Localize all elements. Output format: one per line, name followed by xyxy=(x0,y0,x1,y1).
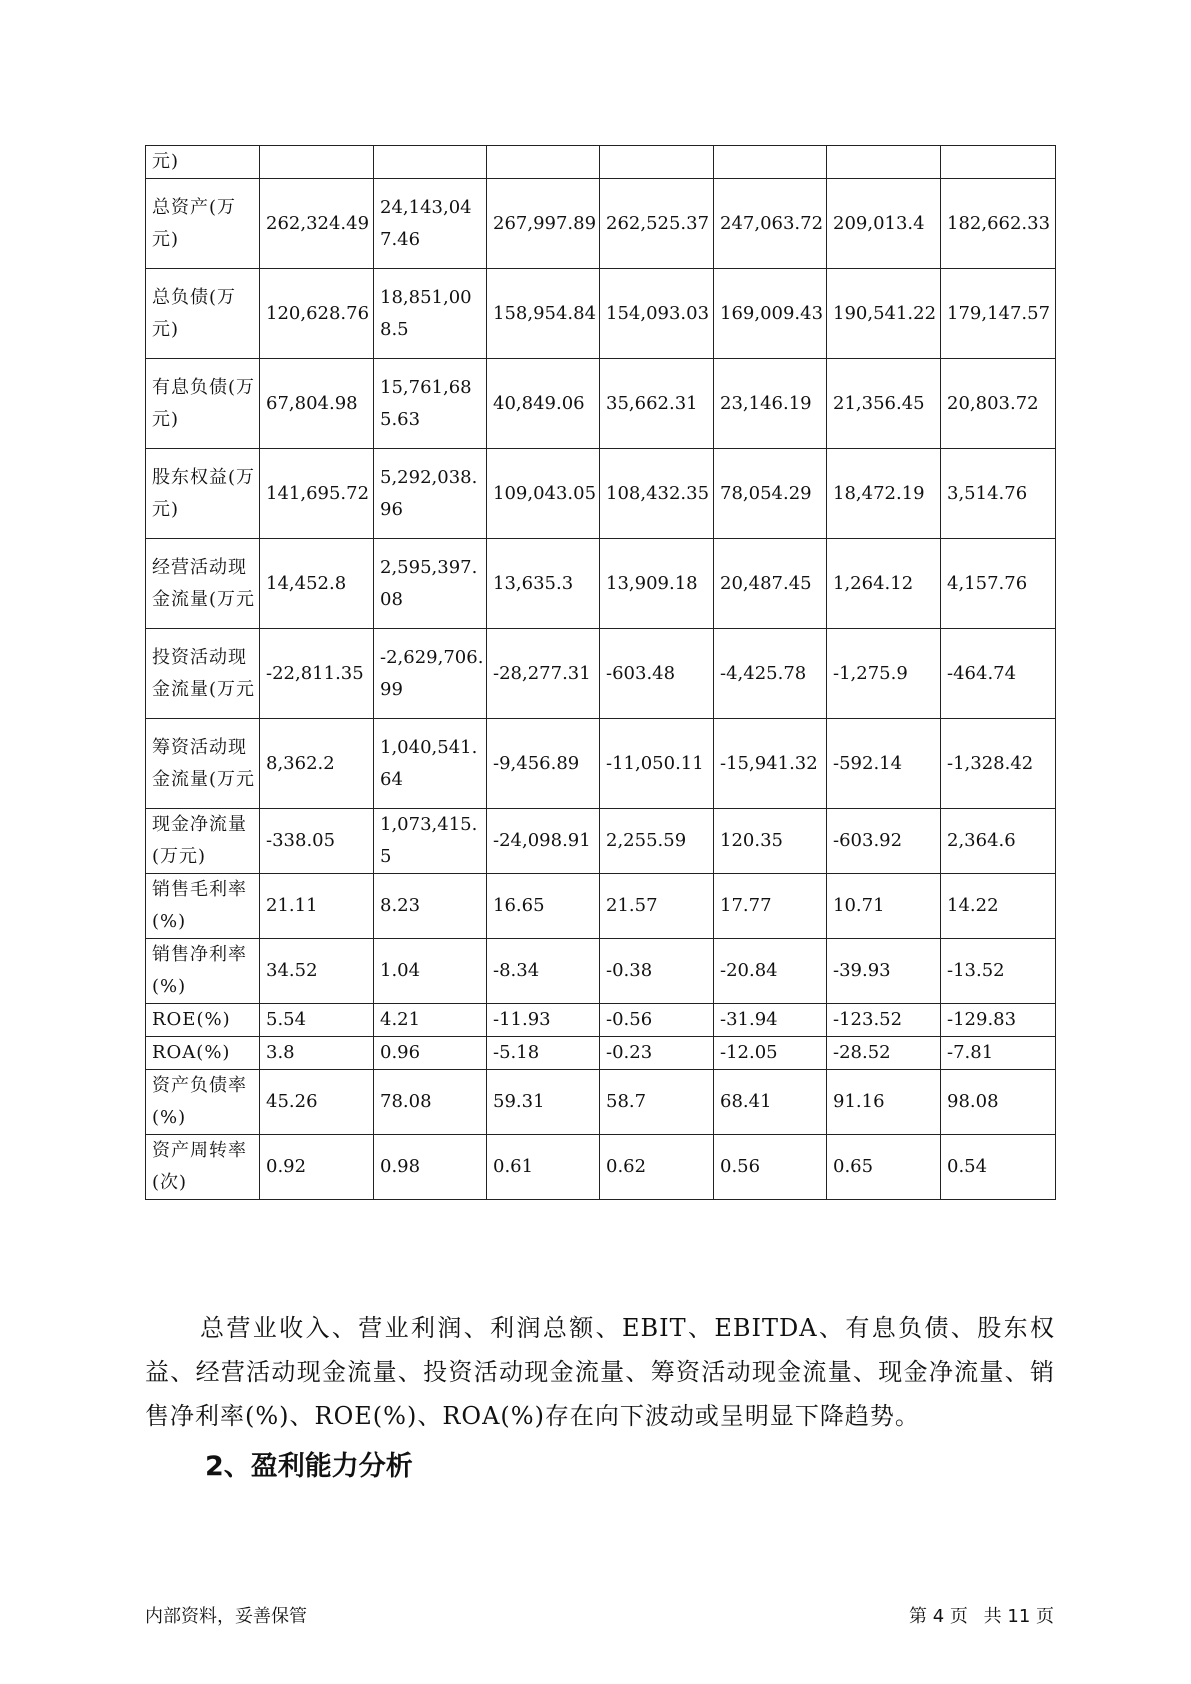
table-cell: 2,364.6 xyxy=(941,809,1056,874)
table-cell: -39.93 xyxy=(827,939,941,1004)
table-cell: 35,662.31 xyxy=(600,359,714,449)
table-cell: 24,143,047.46 xyxy=(374,179,487,269)
table-row xyxy=(146,539,1056,629)
footer-confidential-note: 内部资料，妥善保管 xyxy=(145,1606,307,1627)
table-cell xyxy=(260,146,374,179)
row-label: ROE(%) xyxy=(146,1004,260,1037)
table-cell: 0.56 xyxy=(714,1135,827,1200)
table-cell: 13,635.3 xyxy=(487,539,600,629)
table-cell xyxy=(487,146,600,179)
table-cell: 247,063.72 xyxy=(714,179,827,269)
table-row xyxy=(146,1037,1056,1070)
table-cell: 1,040,541.64 xyxy=(374,719,487,809)
row-label: 资产周转率(次) xyxy=(146,1135,260,1200)
row-label: 经营活动现金流量(万元 xyxy=(146,539,260,629)
table-cell: 267,997.89 xyxy=(487,179,600,269)
row-label: 投资活动现金流量(万元 xyxy=(146,629,260,719)
table-cell: -603.92 xyxy=(827,809,941,874)
row-label: 资产负债率(%) xyxy=(146,1070,260,1135)
table-row xyxy=(146,1070,1056,1135)
table-cell: 169,009.43 xyxy=(714,269,827,359)
table-cell: 45.26 xyxy=(260,1070,374,1135)
table-cell: 1.04 xyxy=(374,939,487,1004)
table-cell: 0.65 xyxy=(827,1135,941,1200)
table-cell: 0.92 xyxy=(260,1135,374,1200)
table-cell: 0.62 xyxy=(600,1135,714,1200)
table-cell: 5.54 xyxy=(260,1004,374,1037)
table-cell: 0.61 xyxy=(487,1135,600,1200)
page-current: 第 4 页 xyxy=(909,1606,968,1627)
table-cell: 154,093.03 xyxy=(600,269,714,359)
table-cell: -20.84 xyxy=(714,939,827,1004)
table-row xyxy=(146,146,1056,179)
table-cell: 0.98 xyxy=(374,1135,487,1200)
table-cell: 158,954.84 xyxy=(487,269,600,359)
table-cell: 78.08 xyxy=(374,1070,487,1135)
table-cell: -603.48 xyxy=(600,629,714,719)
table-cell: 8,362.2 xyxy=(260,719,374,809)
table-cell: -129.83 xyxy=(941,1004,1056,1037)
table-cell: -15,941.32 xyxy=(714,719,827,809)
table-cell: -11,050.11 xyxy=(600,719,714,809)
table-cell: 141,695.72 xyxy=(260,449,374,539)
table-cell: -2,629,706.99 xyxy=(374,629,487,719)
table-cell xyxy=(941,146,1056,179)
table-cell xyxy=(714,146,827,179)
table-cell: 3.8 xyxy=(260,1037,374,1070)
table-cell: -31.94 xyxy=(714,1004,827,1037)
table-row xyxy=(146,939,1056,1004)
table-cell: 14,452.8 xyxy=(260,539,374,629)
table-cell: 10.71 xyxy=(827,874,941,939)
table-cell: 18,851,008.5 xyxy=(374,269,487,359)
table-cell: 4,157.76 xyxy=(941,539,1056,629)
table-cell: 14.22 xyxy=(941,874,1056,939)
table-cell: 21.57 xyxy=(600,874,714,939)
table-cell: -1,328.42 xyxy=(941,719,1056,809)
table-cell: 0.96 xyxy=(374,1037,487,1070)
row-label: 筹资活动现金流量(万元 xyxy=(146,719,260,809)
row-label: ROA(%) xyxy=(146,1037,260,1070)
table-row xyxy=(146,629,1056,719)
table-cell: -0.23 xyxy=(600,1037,714,1070)
table-cell xyxy=(600,146,714,179)
table-cell: 21.11 xyxy=(260,874,374,939)
table-cell: 91.16 xyxy=(827,1070,941,1135)
row-label: 现金净流量(万元) xyxy=(146,809,260,874)
table-row xyxy=(146,359,1056,449)
table-cell: 34.52 xyxy=(260,939,374,1004)
table-cell: -123.52 xyxy=(827,1004,941,1037)
row-label: 总资产(万元) xyxy=(146,179,260,269)
table-row xyxy=(146,1135,1056,1200)
table-row xyxy=(146,269,1056,359)
financial-table xyxy=(145,145,1056,1200)
table-cell: 68.41 xyxy=(714,1070,827,1135)
table-cell: 209,013.4 xyxy=(827,179,941,269)
table-cell: 67,804.98 xyxy=(260,359,374,449)
table-cell: -464.74 xyxy=(941,629,1056,719)
table-cell: -0.38 xyxy=(600,939,714,1004)
table-cell: 40,849.06 xyxy=(487,359,600,449)
row-label: 元) xyxy=(146,146,260,179)
table-cell: 262,525.37 xyxy=(600,179,714,269)
summary-paragraph: 总营业收入、营业利润、利润总额、EBIT、EBITDA、有息负债、股东权益、经营活动现金流量、投资活动现金流量、筹资活动现金流量、现金净流量、销售净利率(%)、ROE(%)、ROA(%)存在向下波动或呈明显下降趋势。 xyxy=(145,1314,1055,1430)
table-cell xyxy=(374,146,487,179)
table-cell: -28,277.31 xyxy=(487,629,600,719)
table-cell: -12.05 xyxy=(714,1037,827,1070)
table-cell: 4.21 xyxy=(374,1004,487,1037)
table-cell: 3,514.76 xyxy=(941,449,1056,539)
table-cell: 58.7 xyxy=(600,1070,714,1135)
row-label: 销售净利率(%) xyxy=(146,939,260,1004)
table-cell: -8.34 xyxy=(487,939,600,1004)
table-cell: 120.35 xyxy=(714,809,827,874)
row-label: 总负债(万元) xyxy=(146,269,260,359)
table-cell: -28.52 xyxy=(827,1037,941,1070)
table-cell: -0.56 xyxy=(600,1004,714,1037)
table-cell: 21,356.45 xyxy=(827,359,941,449)
table-row xyxy=(146,719,1056,809)
table-cell: 98.08 xyxy=(941,1070,1056,1135)
footer-page-number xyxy=(899,1602,1054,1628)
table-cell: 1,264.12 xyxy=(827,539,941,629)
section-heading: 2、盈利能力分析 xyxy=(205,1451,413,1482)
table-cell: 108,432.35 xyxy=(600,449,714,539)
table-cell: -5.18 xyxy=(487,1037,600,1070)
table-cell xyxy=(827,146,941,179)
table-cell: 15,761,685.63 xyxy=(374,359,487,449)
table-row xyxy=(146,874,1056,939)
table-cell: 120,628.76 xyxy=(260,269,374,359)
table-cell: 18,472.19 xyxy=(827,449,941,539)
table-cell: -338.05 xyxy=(260,809,374,874)
table-cell: 13,909.18 xyxy=(600,539,714,629)
table-row xyxy=(146,809,1056,874)
table-row xyxy=(146,179,1056,269)
row-label: 有息负债(万元) xyxy=(146,359,260,449)
table-cell: 23,146.19 xyxy=(714,359,827,449)
row-label: 销售毛利率(%) xyxy=(146,874,260,939)
table-cell: 20,487.45 xyxy=(714,539,827,629)
table-cell: 16.65 xyxy=(487,874,600,939)
page-total: 共 11 页 xyxy=(983,1606,1054,1627)
table-row xyxy=(146,1004,1056,1037)
table-cell: 1,073,415.5 xyxy=(374,809,487,874)
table-cell: 179,147.57 xyxy=(941,269,1056,359)
table-cell: -13.52 xyxy=(941,939,1056,1004)
table-cell: 0.54 xyxy=(941,1135,1056,1200)
table-cell: -9,456.89 xyxy=(487,719,600,809)
table-cell: 78,054.29 xyxy=(714,449,827,539)
table-cell: -24,098.91 xyxy=(487,809,600,874)
table-cell: 17.77 xyxy=(714,874,827,939)
table-cell: -11.93 xyxy=(487,1004,600,1037)
table-cell: -7.81 xyxy=(941,1037,1056,1070)
table-cell: -1,275.9 xyxy=(827,629,941,719)
table-cell: 190,541.22 xyxy=(827,269,941,359)
table-cell: 182,662.33 xyxy=(941,179,1056,269)
table-cell: 109,043.05 xyxy=(487,449,600,539)
table-cell: 2,595,397.08 xyxy=(374,539,487,629)
table-cell: 59.31 xyxy=(487,1070,600,1135)
table-cell: 2,255.59 xyxy=(600,809,714,874)
table-cell: 20,803.72 xyxy=(941,359,1056,449)
table-cell: 5,292,038.96 xyxy=(374,449,487,539)
table-cell: -22,811.35 xyxy=(260,629,374,719)
row-label: 股东权益(万元) xyxy=(146,449,260,539)
table-cell: -4,425.78 xyxy=(714,629,827,719)
table-cell: 8.23 xyxy=(374,874,487,939)
table-row xyxy=(146,449,1056,539)
table-cell: -592.14 xyxy=(827,719,941,809)
table-cell: 262,324.49 xyxy=(260,179,374,269)
